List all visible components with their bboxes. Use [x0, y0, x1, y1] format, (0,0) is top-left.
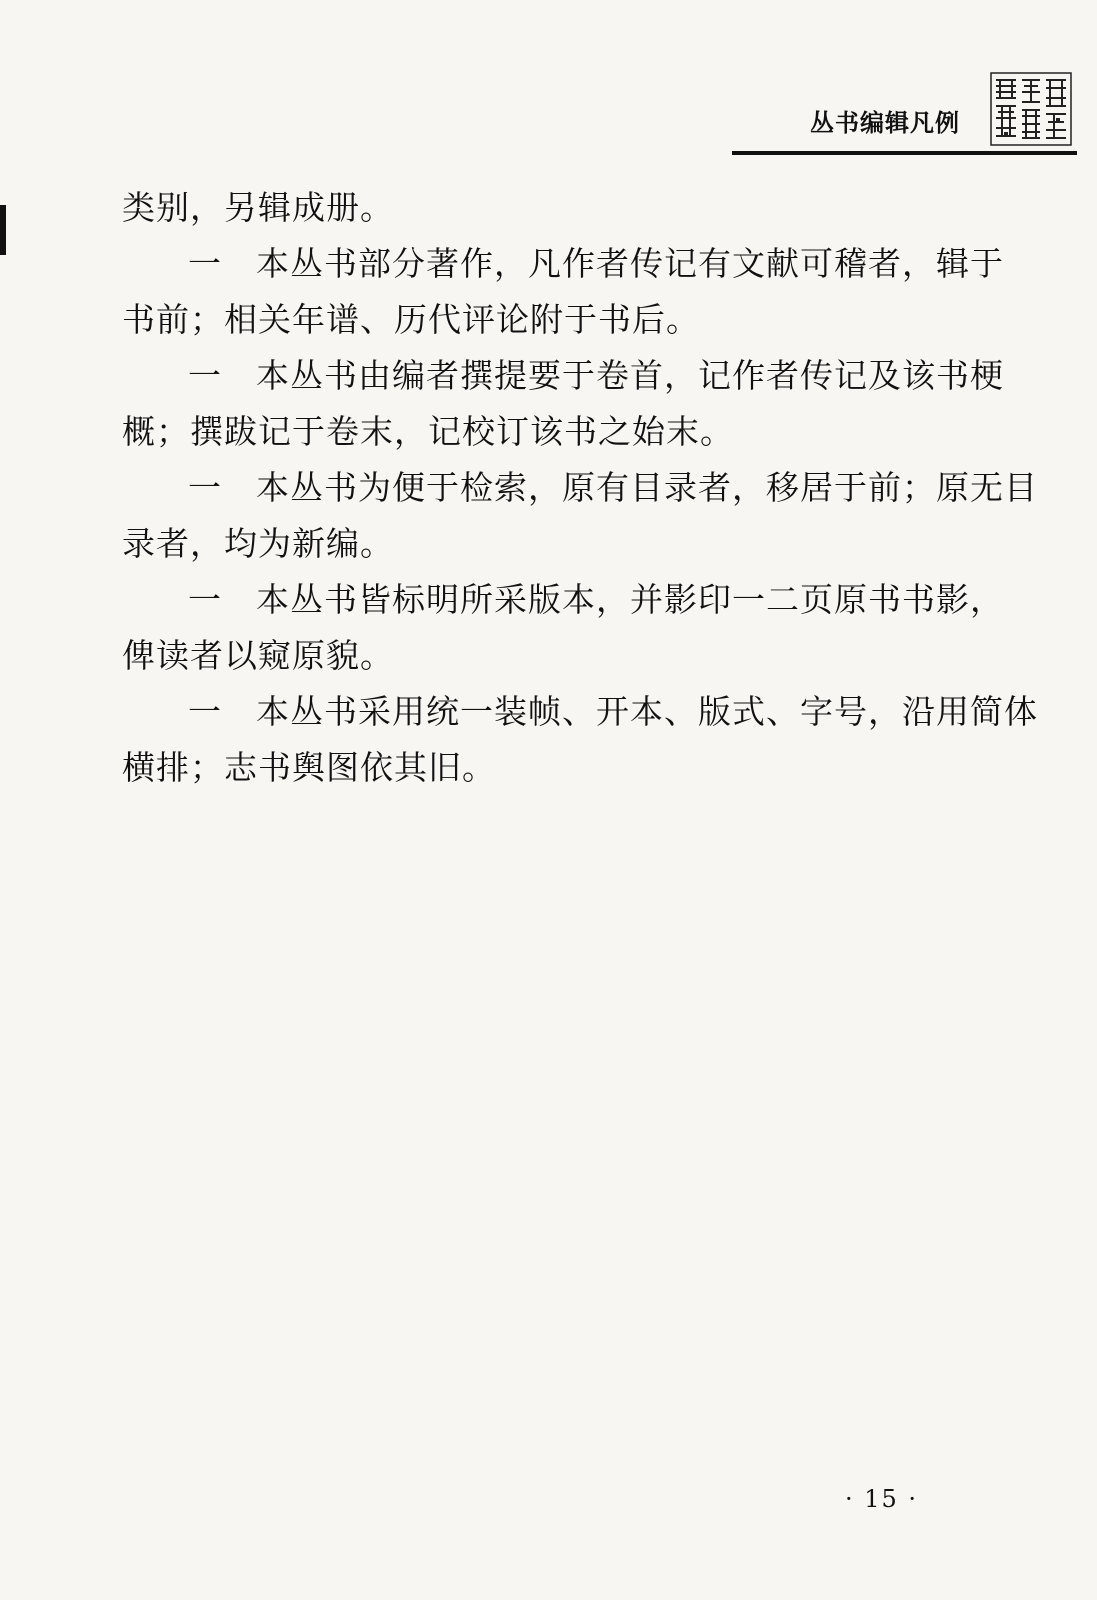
text-line: 一 本丛书采用统一装帧、开本、版式、字号，沿用简体 — [188, 692, 1038, 731]
seal-stamp-icon — [990, 72, 1072, 146]
header-rule — [732, 151, 1077, 155]
body-text — [122, 180, 1038, 796]
page-number: · 15 · — [845, 1485, 919, 1513]
text-line: 一 本丛书由编者撰提要于卷首，记作者传记及该书梗 — [188, 356, 1004, 395]
text-line: 一 本丛书为便于检索，原有目录者，移居于前；原无目 — [188, 468, 1038, 507]
text-line: 一 本丛书部分著作，凡作者传记有文献可稽者，辑于 — [188, 244, 1004, 283]
running-header: 丛书编辑凡例 — [810, 109, 960, 137]
text-line: 一 本丛书皆标明所采版本，并影印一二页原书书影， — [188, 580, 1004, 619]
binding-edge-mark — [0, 205, 6, 255]
text-line: 类别，另辑成册。 — [122, 188, 394, 227]
text-line: 俾读者以窥原貌。 — [122, 636, 394, 675]
text-line: 录者，均为新编。 — [122, 524, 394, 563]
text-line: 横排；志书舆图依其旧。 — [122, 748, 496, 787]
text-line: 概；撰跋记于卷末，记校订该书之始末。 — [122, 412, 734, 451]
text-line: 书前；相关年谱、历代评论附于书后。 — [122, 300, 700, 339]
